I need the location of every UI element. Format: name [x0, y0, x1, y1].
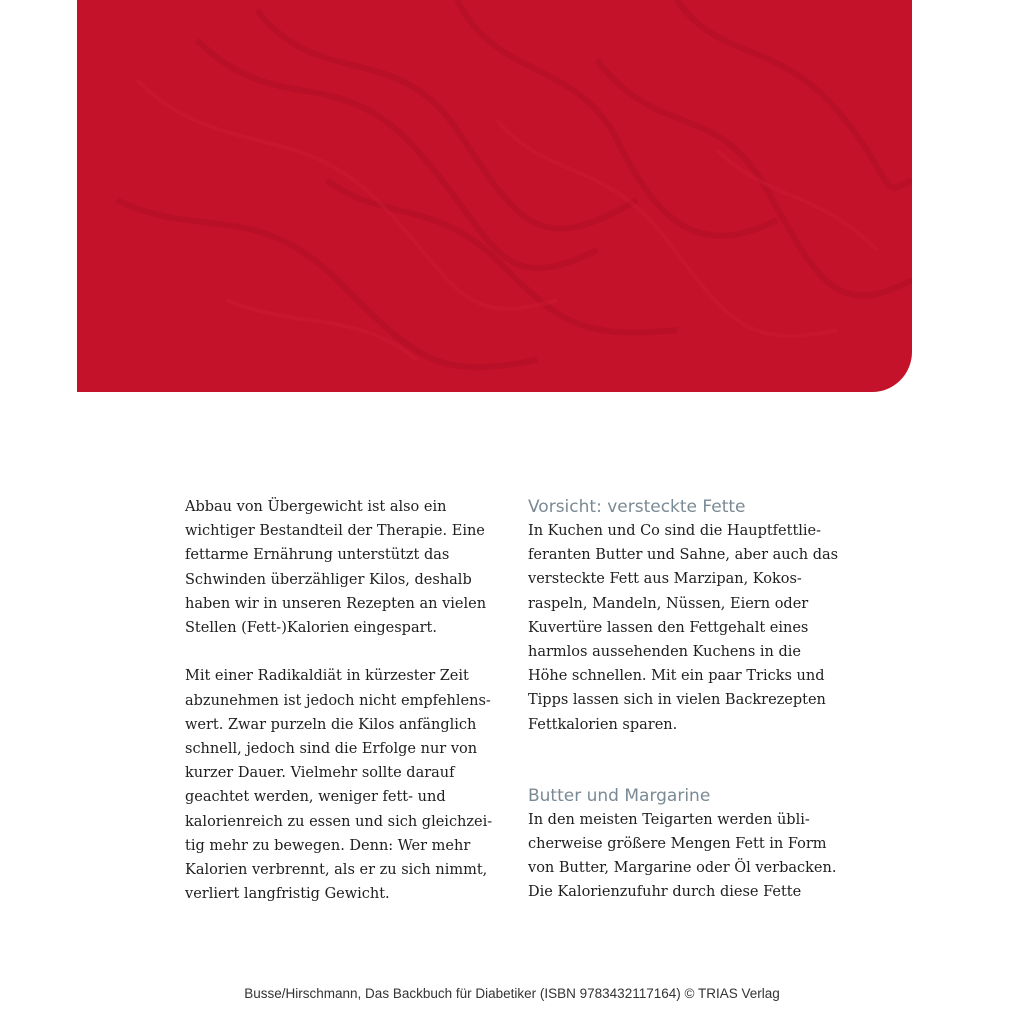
body-line: feranten Butter und Sahne, aber auch das [528, 547, 839, 564]
body-line: wichtiger Bestandteil der Therapie. Eine [185, 523, 485, 540]
body-line: In Kuchen und Co sind die Hauptfettlie- [528, 523, 822, 539]
body-line: geachtet werden, weniger fett- und [185, 789, 446, 806]
section-heading-hidden-fats: Vorsicht: versteckte Fette [528, 497, 746, 517]
hero-texture [77, 0, 912, 392]
body-line: Kalorien verbrennt, als er zu sich nimmt, [185, 862, 488, 879]
body-line: Fettkalorien sparen. [528, 716, 678, 733]
body-line: kurzer Dauer. Vielmehr sollte darauf [185, 765, 455, 782]
body-line: Kuvertüre lassen den Fettgehalt eines [528, 619, 809, 636]
body-line: abzunehmen ist jedoch nicht empfehlens- [185, 692, 491, 709]
body-line: kalorienreich zu essen und sich gleichzei- [185, 813, 493, 830]
body-line: fettarme Ernährung unterstützt das [185, 547, 450, 564]
body-line: wert. Zwar purzeln die Kilos anfänglich [185, 716, 477, 733]
body-line: cherweise größere Mengen Fett in Form [528, 836, 827, 853]
body-line: versteckte Fett aus Marzipan, Kokos- [528, 571, 802, 588]
body-line: In den meisten Teigarten werden übli- [528, 811, 810, 828]
body-line: von Butter, Margarine oder Öl verbacken. [528, 860, 837, 877]
body-line: Mit einer Radikaldiät in kürzester Zeit [185, 668, 469, 685]
footer-citation: Busse/Hirschmann, Das Backbuch für Diabetiker (ISBN 9783432117164) © TRIAS Verlag [244, 986, 780, 1001]
body-line: harmlos aussehenden Kuchens in die [528, 644, 801, 661]
right-column [528, 495, 848, 905]
body-line: schnell, jedoch sind die Erfolge nur von [185, 741, 478, 758]
body-line: Stellen (Fett-)Kalorien eingespart. [185, 620, 437, 637]
body-line: Die Kalorienzufuhr durch diese Fette [528, 884, 802, 901]
body-line: Abbau von Übergewicht ist also ein [185, 499, 447, 515]
body-line: Tipps lassen sich in vielen Backrezepten [528, 692, 826, 709]
paragraph-gap [185, 640, 505, 664]
body-line: verliert langfristig Gewicht. [185, 886, 390, 903]
body-line: raspeln, Mandeln, Nüssen, Eiern oder [528, 595, 809, 612]
body-line: tig mehr zu bewegen. Denn: Wer mehr [185, 837, 471, 854]
body-line: Schwinden überzähliger Kilos, deshalb [185, 571, 472, 588]
section-heading-butter-margarine: Butter und Margarine [528, 785, 711, 806]
body-line: haben wir in unseren Rezepten an vielen [185, 595, 487, 612]
hero-image [77, 0, 912, 392]
left-column [185, 495, 505, 906]
body-line: Höhe schnellen. Mit ein paar Tricks und [528, 668, 825, 685]
